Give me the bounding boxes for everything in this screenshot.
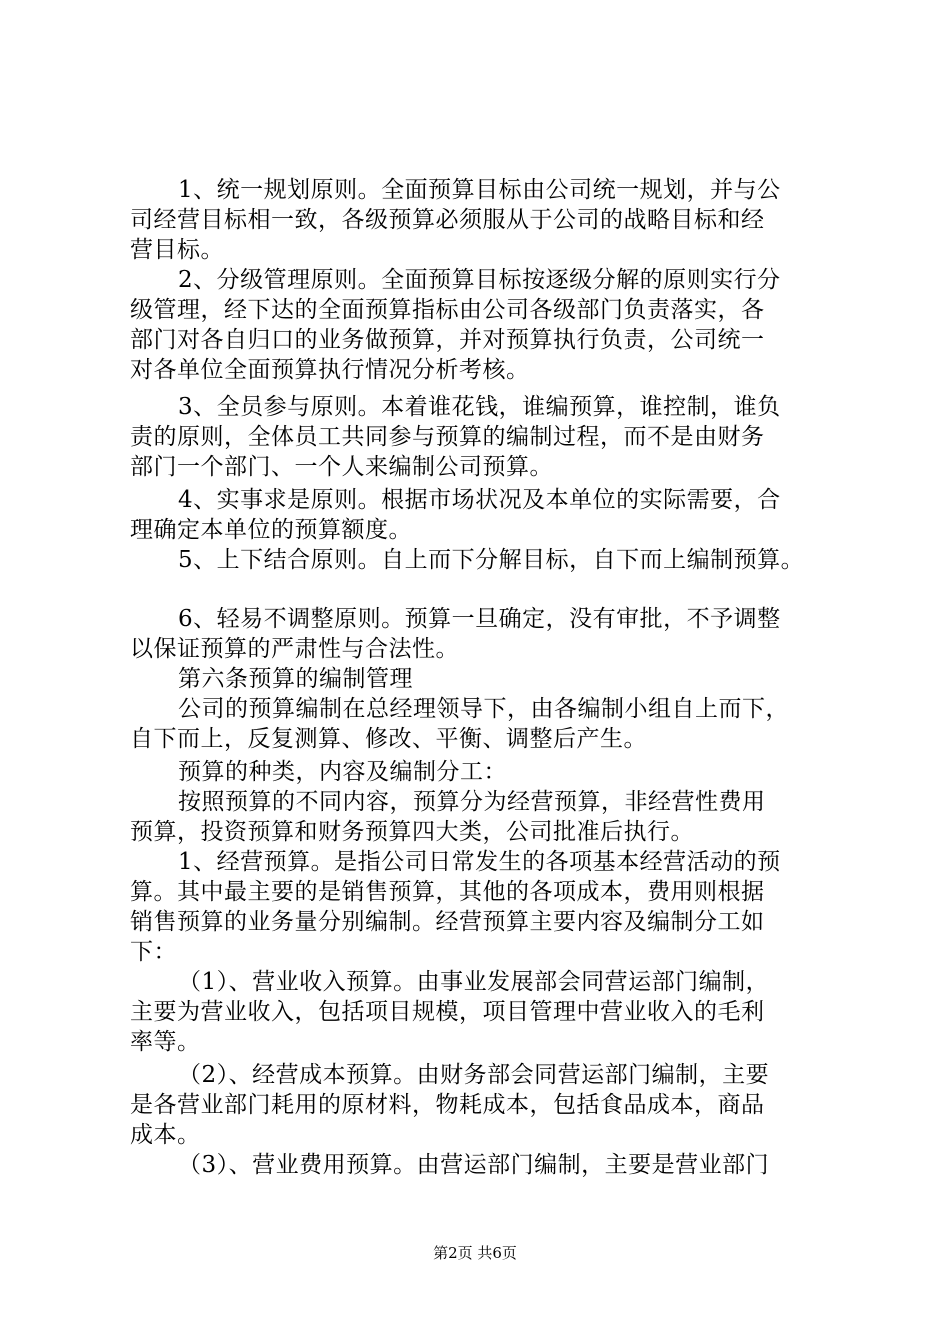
text-line: 司经营目标相一致，各级预算必须服从于公司的战略目标和经 xyxy=(130,207,765,233)
text-line: 销售预算的业务量分别编制。经营预算主要内容及编制分工如 xyxy=(130,909,765,935)
text-line: 下： xyxy=(130,939,177,965)
text-line: 责的原则，全体员工共同参与预算的编制过程，而不是由财务 xyxy=(130,424,765,450)
text-line: 营目标。 xyxy=(130,237,224,263)
page-number-footer: 第2页 共6页 xyxy=(433,1244,517,1262)
section-heading: 第六条预算的编制管理 xyxy=(178,666,413,692)
text-line: 率等。 xyxy=(130,1029,201,1055)
text-line: 成本。 xyxy=(130,1122,201,1148)
text-line: （2）、经营成本预算。由财务部会同营运部门编制，主要 xyxy=(178,1062,770,1088)
text-line: 对各单位全面预算执行情况分析考核。 xyxy=(130,357,530,383)
text-line: 预算，投资预算和财务预算四大类，公司批准后执行。 xyxy=(130,819,694,845)
text-line: 5、上下结合原则。自上而下分解目标，自下而上编制预算。 xyxy=(178,547,805,573)
text-line: 理确定本单位的预算额度。 xyxy=(130,517,412,543)
text-line: 自下而上，反复测算、修改、平衡、调整后产生。 xyxy=(130,726,647,752)
text-line: 级管理，经下达的全面预算指标由公司各级部门负责落实，各 xyxy=(130,297,765,323)
text-line: 公司的预算编制在总经理领导下，由各编制小组自上而下， xyxy=(178,696,789,722)
text-line: 6、轻易不调整原则。预算一旦确定，没有审批，不予调整 xyxy=(178,606,781,632)
text-line: 1、统一规划原则。全面预算目标由公司统一规划，并与公 xyxy=(178,177,781,203)
text-line: 4、实事求是原则。根据市场状况及本单位的实际需要，合 xyxy=(178,487,781,513)
text-line: （1）、营业收入预算。由事业发展部会同营运部门编制， xyxy=(178,969,770,995)
text-line: 2、分级管理原则。全面预算目标按逐级分解的原则实行分 xyxy=(178,267,781,293)
text-line: 部门对各自归口的业务做预算，并对预算执行负责，公司统一 xyxy=(130,327,765,353)
text-line: 主要为营业收入，包括项目规模，项目管理中营业收入的毛利 xyxy=(130,999,765,1025)
text-line: 按照预算的不同内容，预算分为经营预算，非经营性费用 xyxy=(178,789,766,815)
text-line: 预算的种类，内容及编制分工： xyxy=(178,759,507,785)
text-line: （3）、营业费用预算。由营运部门编制，主要是营业部门 xyxy=(178,1152,770,1178)
text-line: 算。其中最主要的是销售预算，其他的各项成本，费用则根据 xyxy=(130,879,765,905)
text-line: 部门一个部门、一个人来编制公司预算。 xyxy=(130,454,553,480)
text-line: 以保证预算的严肃性与合法性。 xyxy=(130,636,459,662)
text-line: 1、经营预算。是指公司日常发生的各项基本经营活动的预 xyxy=(178,849,781,875)
text-line: 3、全员参与原则。本着谁花钱，谁编预算，谁控制，谁负 xyxy=(178,394,781,420)
text-line: 是各营业部门耗用的原材料，物耗成本，包括食品成本，商品 xyxy=(130,1092,765,1118)
